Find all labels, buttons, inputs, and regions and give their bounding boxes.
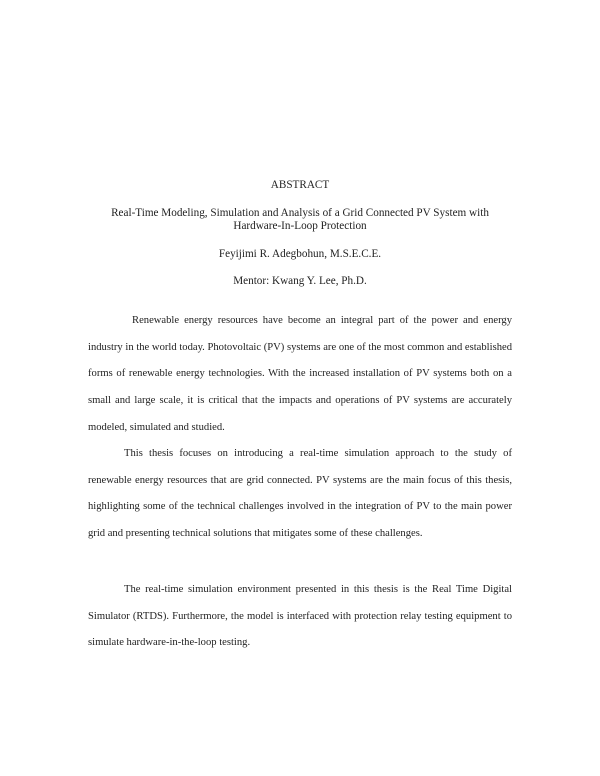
- paragraph-text: The real-time simulation environment presented in this thesis is the Real Time Digital Simulator (RTDS). Furthermore, the model is interfaced with protection relay testing equipment to simulate hardware-in-the-loop testing.: [88, 584, 512, 649]
- abstract-paragraph-1: [88, 308, 512, 442]
- mentor-name: Mentor: Kwang Y. Lee, Ph.D.: [233, 275, 367, 287]
- thesis-title-line-1: Real-Time Modeling, Simulation and Analysis of a Grid Connected PV System with: [111, 207, 489, 219]
- thesis-title-line-2: Hardware-In-Loop Protection: [233, 220, 367, 232]
- abstract-paragraph-2: [88, 441, 512, 548]
- abstract-paragraph-3: [88, 577, 512, 657]
- paragraph-text: Renewable energy resources have become an integral part of the power and energy industry in the world today. Photovoltaic (PV) systems are one of the most common and established forms of renewable energy technologies. With the increased installation of PV systems both on a small and large scale, it is critical that the impacts and operations of PV systems are accurately modeled, simulated and studied.: [88, 315, 512, 433]
- author-name: Feyijimi R. Adegbohun, M.S.E.C.E.: [218, 248, 382, 260]
- paragraph-text: This thesis focuses on introducing a real-time simulation approach to the study of renewable energy resources that are grid connected. PV systems are the main focus of this thesis, highlighting some of the technical challenges involved in the integration of PV to the main power grid and presenting technical solutions that mitigates some of these challenges.: [88, 448, 512, 540]
- abstract-heading: ABSTRACT: [270, 179, 330, 191]
